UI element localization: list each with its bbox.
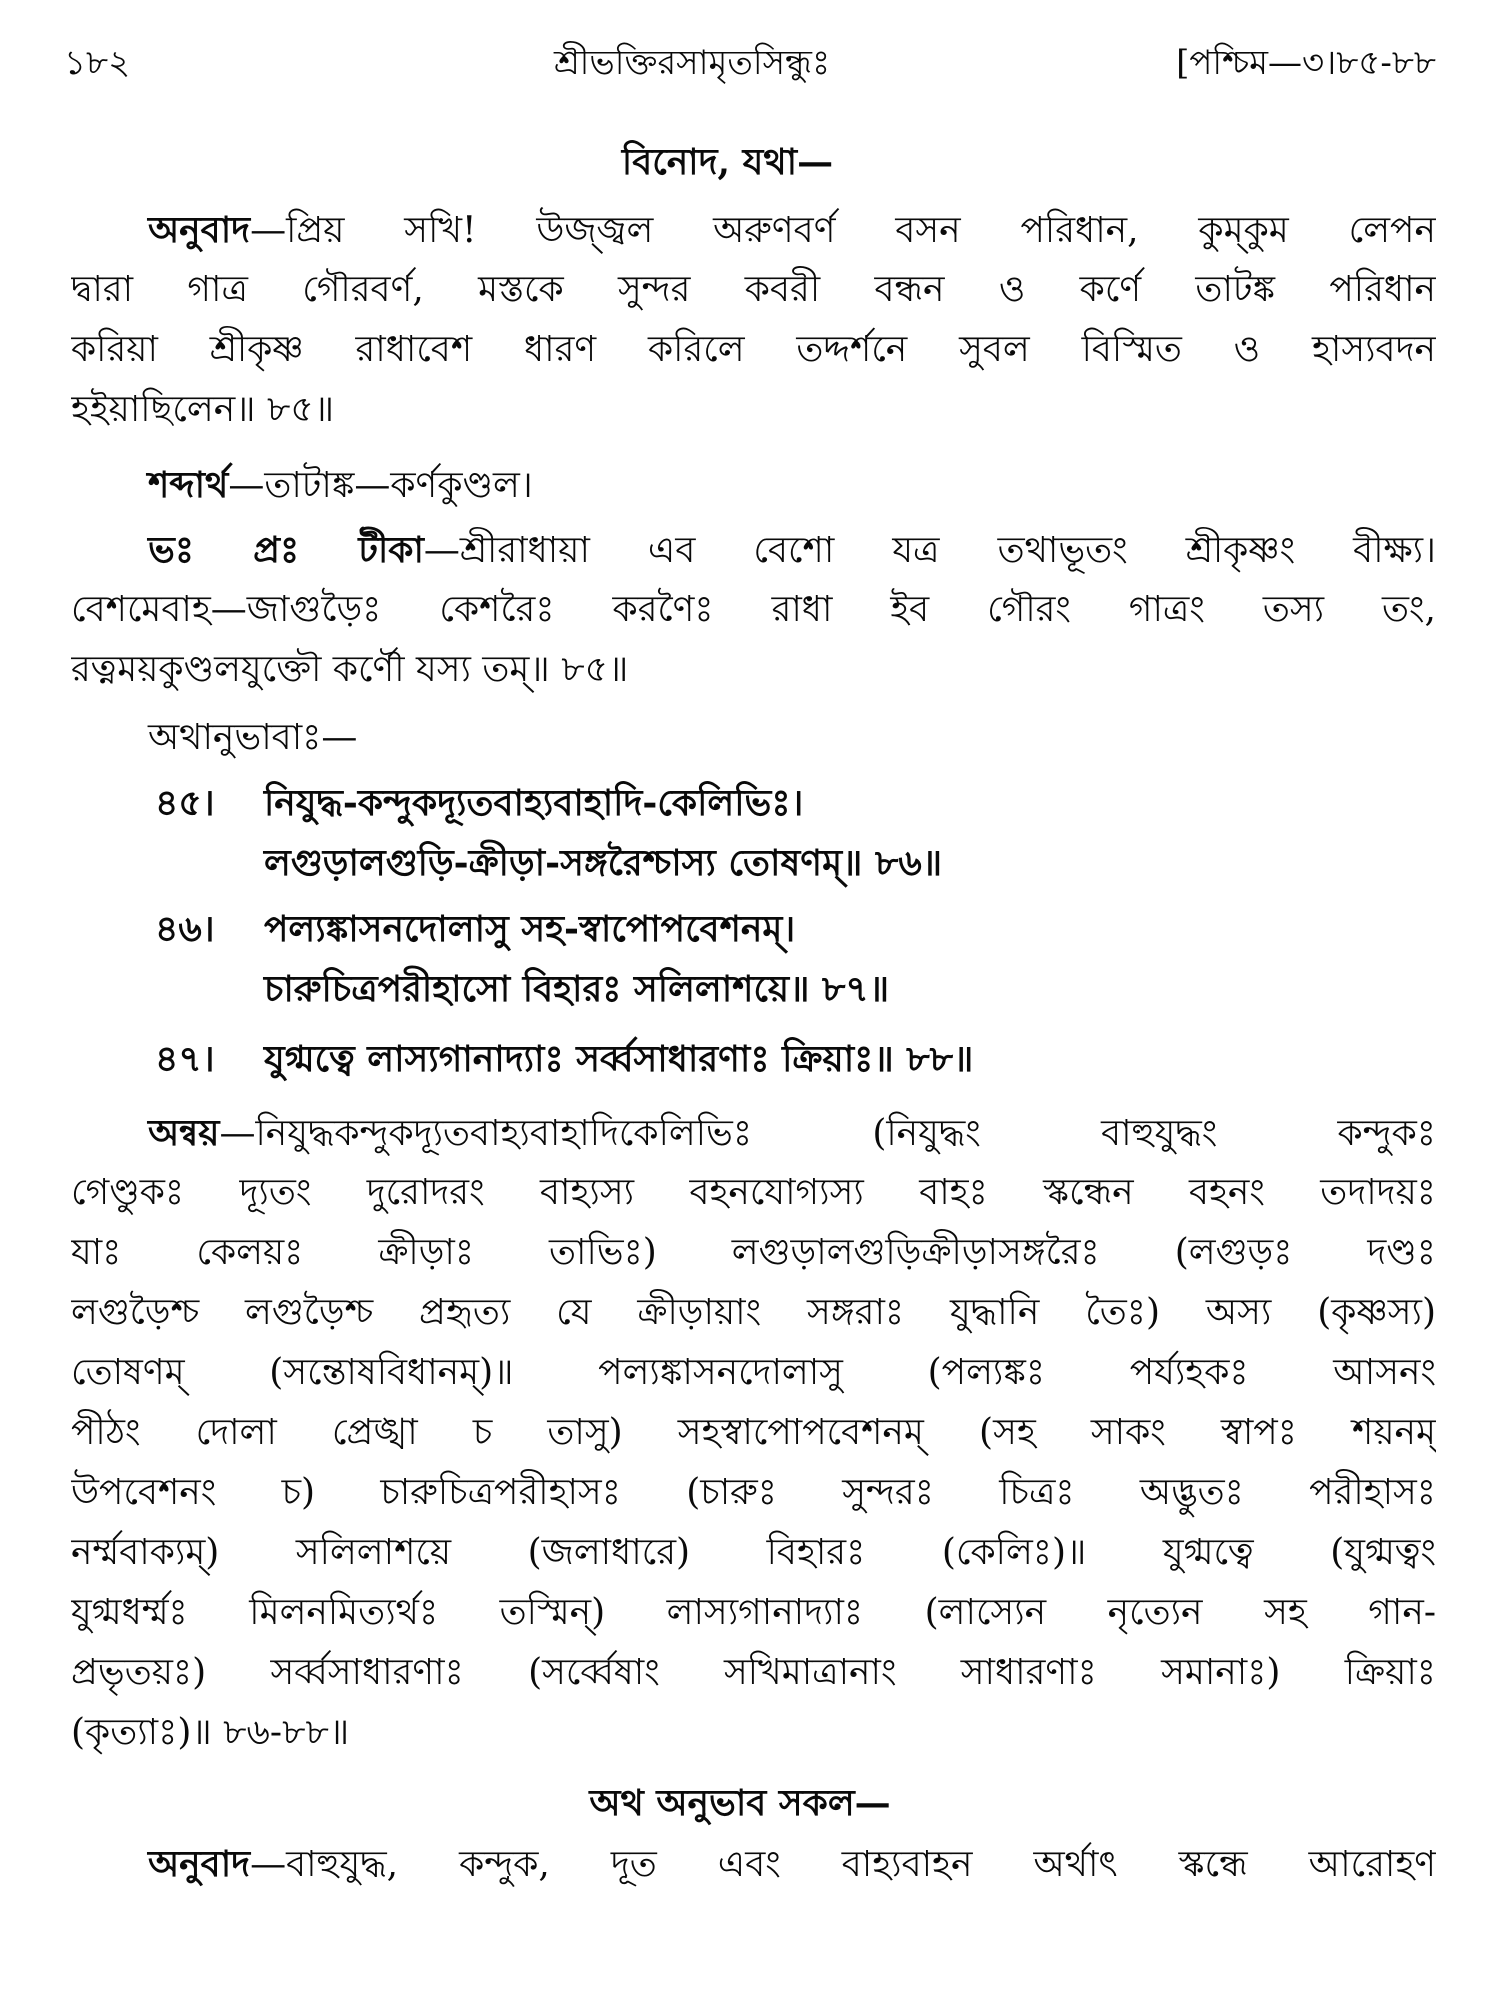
translation-line xyxy=(71,200,1436,260)
commentary-line xyxy=(71,580,1436,640)
translation-line xyxy=(71,260,1436,320)
anvaya-text: তোষণম্ (সন্তোষবিধানম্)॥ পল্যঙ্কাসনদোলাসু (পল্যঙ্কঃ পর্য্যহকঃ আসনং xyxy=(71,1352,1436,1393)
anvaya-text: প্রভৃতয়ঃ) সর্ব্বসাধারণাঃ (সর্ব্বেষাং সখিমাত্রানাং সাধারণাঃ সমানাঃ) ক্রিয়াঃ xyxy=(71,1652,1436,1693)
anvaya-text: যাঃ কেলয়ঃ ক্রীড়াঃ তাভিঃ) লগুড়ালগুড়িক্রীড়াসঙ্গরৈঃ (লগুড়ঃ দণ্ডঃ xyxy=(71,1232,1436,1273)
verse-number: ৪৬। xyxy=(155,908,215,950)
translation-text: হইয়াছিলেন॥ ৮৫॥ xyxy=(71,389,335,430)
commentary-text: বেশমেবাহ—জাগুড়ৈঃ কেশরৈঃ করণৈঃ রাধা ইব গৌরং গাত্রং তস্য তং, xyxy=(71,589,1436,630)
anvaya-text: উপবেশনং চ) চারুচিত্রপরীহাসঃ (চারুঃ সুন্দরঃ চিত্রঃ অদ্ভুতঃ পরীহাসঃ xyxy=(71,1472,1436,1513)
translation-text: —বাহুযুদ্ধ, কন্দুক, দূত এবং বাহ্যবাহন অর্থাৎ স্কন্ধে আরোহণ xyxy=(250,1844,1436,1885)
commentary-label: ভঃ প্রঃ টীকা xyxy=(148,529,424,571)
anvaya-text: গেণ্ডুকঃ দ্যূতং দুরোদরং বাহ্যস্য বহনযোগ্যস্য বাহঃ স্কন্ধেন বহনং তদাদয়ঃ xyxy=(71,1172,1436,1213)
verse-number: ৪৫। xyxy=(155,782,215,824)
verse-text: নিযুদ্ধ-কন্দুকদ্যূতবাহ্যবাহাদি-কেলিভিঃ। xyxy=(264,782,804,824)
verse xyxy=(71,1029,1436,1089)
verse-line xyxy=(71,773,1436,833)
anvaya-line xyxy=(71,1583,1436,1643)
verse-text: যুগ্মত্বে লাস্যগানাদ্যাঃ সর্ব্বসাধারণাঃ ক্রিয়াঃ॥ ৮৮॥ xyxy=(264,1038,974,1080)
section-heading-text: অথ অনুভাব সকল— xyxy=(589,1782,891,1824)
translation-line xyxy=(71,380,1436,440)
word-meaning-line xyxy=(71,455,1436,515)
anvaya-line xyxy=(71,1283,1436,1343)
translation-text: করিয়া শ্রীকৃষ্ণ রাধাবেশ ধারণ করিলে তদ্দর্শনে সুবল বিস্মিত ও হাস্যবদন xyxy=(71,329,1436,370)
anvaya-line xyxy=(71,1463,1436,1523)
verse xyxy=(71,899,1436,1019)
anvaya-line xyxy=(71,1343,1436,1403)
verse-line xyxy=(71,899,1436,959)
anubhava-heading-text: অথানুভাবাঃ— xyxy=(148,717,358,758)
book-title: শ্রীভক্তিরসামৃতসিন্ধুঃ xyxy=(554,43,831,83)
anvaya-paragraph xyxy=(71,1103,1436,1763)
anvaya-text: যুগ্মধর্ম্মঃ মিলনমিত্যর্থঃ তস্মিন্) লাস্যগানাদ্যাঃ (লাস্যেন নৃত্যেন সহ গান- xyxy=(71,1592,1436,1633)
verse-line xyxy=(71,1029,1436,1089)
verse-text: লগুড়ালগুড়ি-ক্রীড়া-সঙ্গরৈশ্চাস্য তোষণম্॥ ৮৬॥ xyxy=(264,842,943,884)
word-meaning-label: শব্দার্থ xyxy=(148,464,229,506)
translation-line xyxy=(71,1834,1436,1894)
translation-paragraph xyxy=(71,1834,1436,1894)
translation-label: অনুবাদ xyxy=(148,1843,251,1885)
verse-line xyxy=(71,833,1436,893)
verse-line xyxy=(71,959,1436,1019)
anvaya-text: পীঠং দোলা প্রেঙ্খা চ তাসু) সহস্বাপোপবেশনম্ (সহ সাকং স্বাপঃ শয়নম্ xyxy=(71,1412,1436,1453)
anvaya-label: অন্বয় xyxy=(148,1112,220,1154)
anvaya-text: নর্ম্মবাক্যম্) সলিলাশয়ে (জলাধারে) বিহারঃ (কেলিঃ)॥ যুগ্মত্বে (যুগ্মত্বং xyxy=(71,1532,1436,1573)
anubhava-heading xyxy=(71,708,1436,768)
word-meaning-text: —তাটাঙ্ক—কর্ণকুণ্ডল। xyxy=(228,465,533,506)
anvaya-line xyxy=(71,1523,1436,1583)
translation-label: অনুবাদ xyxy=(148,209,251,251)
verse-text: চারুচিত্রপরীহাসো বিহারঃ সলিলাশয়ে॥ ৮৭॥ xyxy=(264,968,890,1010)
translation-paragraph xyxy=(71,200,1436,440)
verse-text: পল্যঙ্কাসনদোলাসু সহ-স্বাপোপবেশনম্। xyxy=(264,908,796,950)
anvaya-line xyxy=(71,1703,1436,1763)
translation-line xyxy=(71,320,1436,380)
verse xyxy=(71,773,1436,893)
anvaya-text: —নিযুদ্ধকন্দুকদ্যূতবাহ্যবাহাদিকেলিভিঃ (নিযুদ্ধং বাহুযুদ্ধং কন্দুকঃ xyxy=(219,1113,1436,1154)
section-reference: [পশ্চিম—৩।৮৫-৮৮ xyxy=(1176,43,1436,83)
page-number: ১৮২ xyxy=(64,43,131,83)
translation-text: —প্রিয় সখি! উজ্জ্বল অরুণবর্ণ বসন পরিধান, কুম্‌কুম লেপন xyxy=(250,210,1436,251)
anvaya-line xyxy=(71,1163,1436,1223)
anvaya-line xyxy=(71,1403,1436,1463)
commentary-text: —শ্রীরাধায়া এব বেশো যত্র তথাভূতং শ্রীকৃষ্ণং বীক্ষ্য। xyxy=(423,530,1436,571)
commentary-line xyxy=(71,640,1436,700)
example-heading xyxy=(0,132,1455,192)
anvaya-line xyxy=(71,1223,1436,1283)
translation-text: দ্বারা গাত্র গৌরবর্ণ, মস্তকে সুন্দর কবরী বন্ধন ও কর্ণে তাটঙ্ক পরিধান xyxy=(71,269,1436,310)
commentary-line xyxy=(71,520,1436,580)
anvaya-text: লগুড়ৈশ্চ লগুড়ৈশ্চ প্রহৃত্য যে ক্রীড়ায়াং সঙ্গরাঃ যুদ্ধানি তৈঃ) অস্য (কৃষ্ণস্য) xyxy=(71,1292,1436,1333)
example-heading-text: বিনোদ, যথা— xyxy=(621,141,834,183)
anvaya-line xyxy=(71,1643,1436,1703)
commentary-text: রত্নময়কুণ্ডলযুক্তৌ কর্ণৌ যস্য তম্॥ ৮৫॥ xyxy=(71,649,629,690)
commentary-paragraph xyxy=(71,520,1436,700)
verse-number: ৪৭। xyxy=(155,1038,215,1080)
anvaya-line xyxy=(71,1103,1436,1163)
section-heading xyxy=(0,1773,1480,1833)
word-meaning-paragraph xyxy=(71,455,1436,515)
anvaya-text: (কৃত্যাঃ)॥ ৮৬-৮৮॥ xyxy=(71,1712,350,1753)
